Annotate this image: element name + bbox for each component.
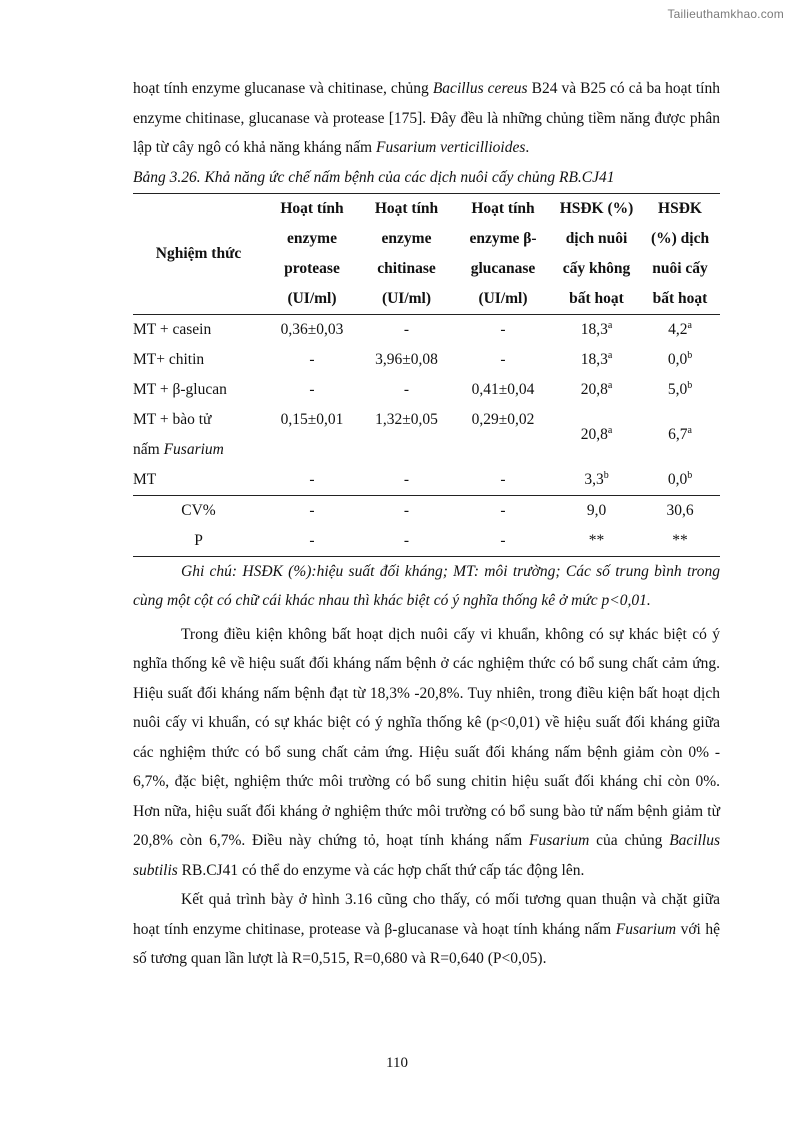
body-paragraph-1: Trong điều kiện không bất hoạt dịch nuôi cấy vi khuẩn, không có sự khác biệt có ý nghĩa thống kê về hiệu suất đối kháng nấm bệnh ở các nghiệm thức có bổ sung chất cảm ứng. Hiệu suất đối kháng nấm bệnh đạt từ 18,3% -20,8%. Tuy nhiên, trong điều kiện bất hoạt dịch nuôi cấy vi khuẩn, có sự khác biệt có ý nghĩa thống kê (p<0,01) về hiệu suất đối kháng giữa các nghiệm thức có bổ sung chất cảm ứng. Hiệu suất đối kháng nấm bệnh giảm còn 0% - 6,7%, đặc biệt, nghiệm thức môi trường có bổ sung chitin hiệu suất đối kháng chỉ còn 0%. Hơn nữa, hiệu suất đối kháng ở nghiệm thức môi trường có bổ sung bào tử nấm bệnh giảm từ 20,8% còn 6,7%. Điều này chứng tỏ, hoạt tính kháng nấm Fusarium của chủng Bacillus subtilis RB.CJ41 có thể do enzyme và các hợp chất thứ cấp tác động lên. [133, 625, 720, 879]
cell-glucanase: - [453, 526, 553, 557]
header-glucanase: Hoạt tính enzyme β-glucanase (UI/ml) [469, 199, 537, 307]
cell-protease: - [309, 470, 315, 488]
header-hsdk-active: HSĐK (%) dịch nuôi cấy không bất hoạt [559, 199, 634, 307]
cell-glucanase: 0,41±0,04 [471, 380, 535, 398]
table-row [133, 465, 720, 496]
cell-treatment: MT [133, 470, 157, 488]
cell-treatment: MT + bào tử nấm Fusarium [133, 410, 224, 458]
header-hsdk-inactivated: HSĐK (%) dịch nuôi cấy bất hoạt [650, 199, 710, 307]
cell-hsdk-active: 20,8$^a$ [580, 424, 613, 443]
cell-hsdk-active: 9,0 [553, 495, 640, 526]
cell-chitinase: 3,96±0,08 [375, 350, 438, 368]
cell-hsdk-active: 18,3$^a$ [580, 349, 613, 368]
cell-protease: - [309, 380, 315, 398]
cell-glucanase: - [500, 470, 506, 488]
results-table [133, 193, 720, 557]
cell-hsdk-active: 18,3$^a$ [580, 319, 613, 338]
table-caption: Bảng 3.26. Khả năng ức chế nấm bệnh của các dịch nuôi cấy chủng RB.CJ41 [133, 168, 615, 186]
watermark: Tailieuthamkhao.com [667, 7, 784, 21]
cell-hsdk-inactivated: 5,0$^b$ [667, 379, 693, 398]
header-chitinase: Hoạt tính enzyme chitinase (UI/ml) [374, 199, 439, 307]
cell-hsdk-inactivated: 30,6 [640, 495, 720, 526]
table-row-p [133, 526, 720, 557]
cell-treatment: P [133, 526, 264, 557]
header-protease: Hoạt tính enzyme protease (UI/ml) [280, 199, 344, 307]
cell-protease: - [264, 526, 360, 557]
table-row-cv [133, 495, 720, 526]
table-header-row [133, 193, 720, 314]
page-content [133, 74, 720, 974]
cell-protease: 0,15±0,01 [280, 410, 344, 428]
cell-protease: - [309, 350, 315, 368]
cell-chitinase: - [360, 526, 453, 557]
cell-protease: - [264, 495, 360, 526]
cell-glucanase: - [500, 320, 506, 338]
cell-hsdk-active: 3,3$^b$ [584, 469, 609, 488]
cell-hsdk-inactivated: 4,2$^a$ [668, 319, 692, 338]
table-note: Ghi chú: HSĐK (%):hiệu suất đối kháng; MT: môi trường; Các số trung bình trong cùng một cột có chữ cái khác nhau thì khác biệt có ý nghĩa thống kê ở mức p<0,01. [133, 562, 720, 609]
cell-hsdk-inactivated: 0,0$^b$ [667, 469, 693, 488]
cell-chitinase: 1,32±0,05 [375, 410, 438, 428]
page-number: 110 [386, 1055, 408, 1071]
body-paragraph-2: Kết quả trình bày ở hình 3.16 cũng cho thấy, có mối tương quan thuận và chặt giữa hoạt tính enzyme chitinase, protease và β-glucanase và hoạt tính kháng nấm Fusarium với hệ số tương quan lần lượt là R=0,515, R=0,680 và R=0,640 (P<0,05). [133, 891, 720, 967]
cell-chitinase: - [403, 320, 410, 338]
cell-hsdk-inactivated: ** [640, 526, 720, 557]
cell-hsdk-inactivated: 6,7$^a$ [668, 424, 692, 443]
table-row [133, 345, 720, 375]
cell-chitinase: - [403, 380, 410, 398]
cell-treatment: CV% [133, 495, 264, 526]
cell-chitinase: - [360, 495, 453, 526]
header-treatment: Nghiệm thức [155, 244, 242, 262]
table-row [133, 314, 720, 345]
cell-hsdk-active: ** [553, 526, 640, 557]
cell-treatment: MT + β-glucan [133, 380, 227, 398]
cell-glucanase: 0,29±0,02 [471, 410, 535, 428]
table-row [133, 375, 720, 405]
cell-glucanase: - [500, 350, 506, 368]
cell-chitinase: - [403, 470, 410, 488]
cell-glucanase: - [453, 495, 553, 526]
table-row [133, 405, 720, 465]
cell-treatment: MT+ chitin [133, 350, 205, 368]
cell-treatment: MT + casein [133, 320, 212, 338]
cell-hsdk-active: 20,8$^a$ [580, 379, 613, 398]
intro-paragraph: hoạt tính enzyme glucanase và chitinase, chủng Bacillus cereus B24 và B25 có cả ba hoạt tính enzyme chitinase, glucanase và protease [175]. Đây đều là những chủng tiềm năng được phân lập từ cây ngô có khả năng kháng nấm Fusarium verticillioides. [133, 80, 720, 156]
cell-hsdk-inactivated: 0,0$^b$ [667, 349, 693, 368]
cell-protease: 0,36±0,03 [280, 320, 344, 338]
